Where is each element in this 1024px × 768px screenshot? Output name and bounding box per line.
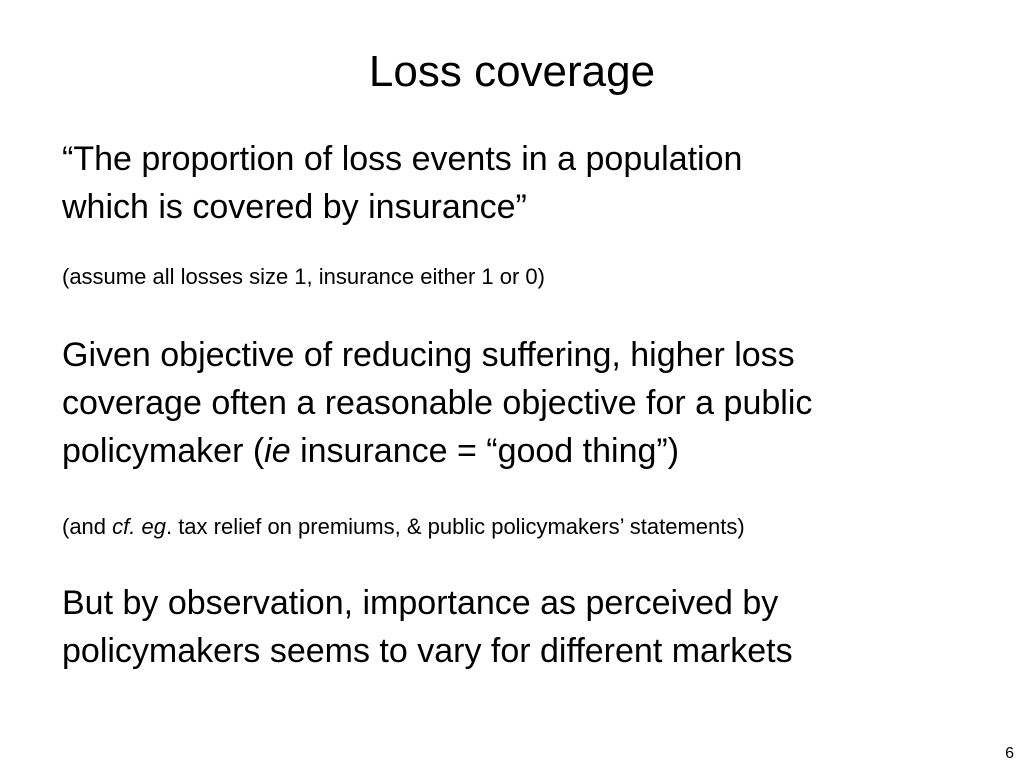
definition-paragraph <box>62 135 982 231</box>
comparison-end: . tax relief on premiums, & public policymakers’ statements) <box>165 514 745 539</box>
objective-line-2: coverage often a reasonable objective for a public <box>62 384 813 422</box>
objective-line-3-start: policymaker ( <box>62 432 265 470</box>
comparison-start: (and <box>62 514 113 539</box>
observation-line-1: But by observation, importance as perceived by <box>62 584 779 622</box>
slide-title: Loss coverage <box>368 47 656 96</box>
objective-paragraph <box>62 331 982 475</box>
definition-line-1: “The proportion of loss events in a population <box>62 140 743 178</box>
definition-line-2: which is covered by insurance” <box>62 188 527 226</box>
comparison-italic: cf. eg <box>112 514 166 539</box>
comparison-note <box>62 512 982 542</box>
objective-line-1: Given objective of reducing suffering, higher loss <box>62 336 795 374</box>
objective-italic-ie: ie <box>264 432 291 470</box>
page-number: 6 <box>1005 745 1014 762</box>
assumption-note: (assume all losses size 1, insurance either 1 or 0) <box>62 264 545 289</box>
objective-line-3-end: insurance = “good thing”) <box>290 432 680 470</box>
observation-line-2: policymakers seems to vary for different markets <box>62 632 793 670</box>
observation-paragraph <box>62 579 982 675</box>
